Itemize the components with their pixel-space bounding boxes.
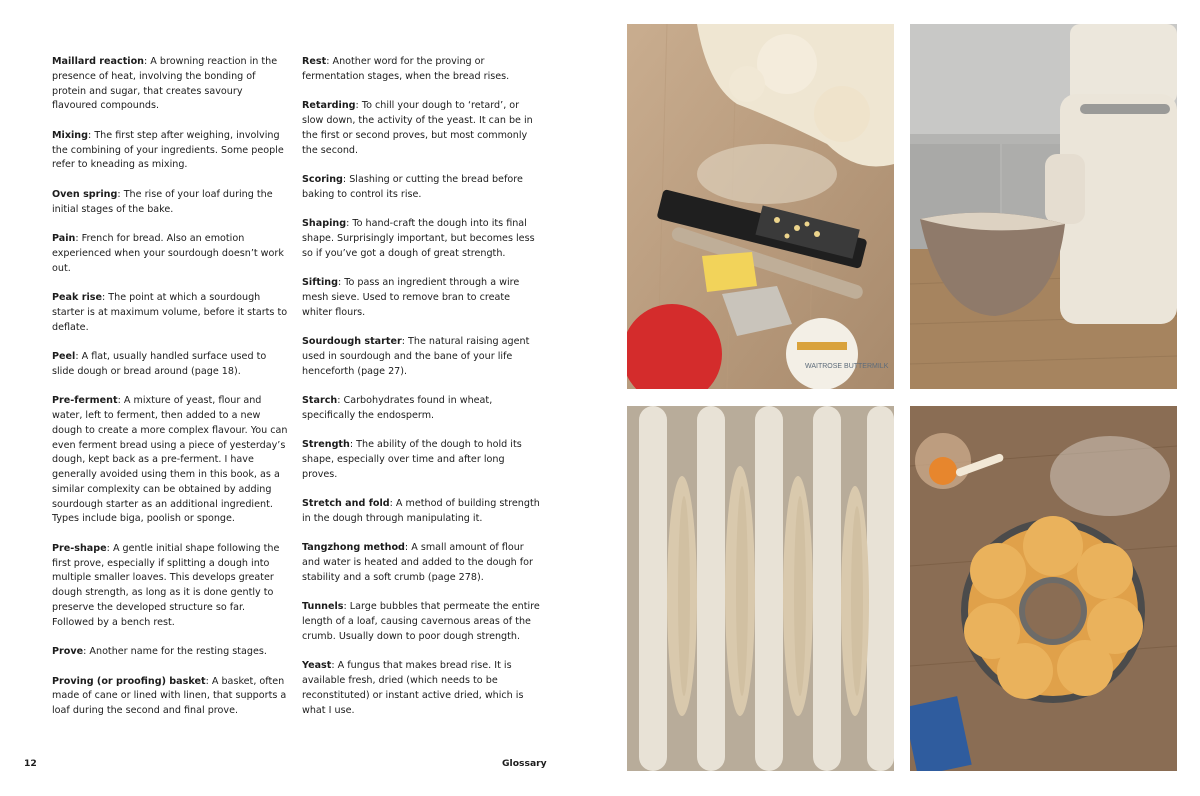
glossary-definition: To pass an ingredient through a wire mesh sieve. Used to remove bran to create whiter flours. xyxy=(302,277,520,318)
glossary-term: Strength xyxy=(302,439,350,451)
glossary-term: Scoring xyxy=(302,173,343,185)
glossary-entry: Stretch and fold: A method of building strength in the dough through manipulating it. xyxy=(302,498,540,525)
glossary-definition: Another word for the proving or fermentation stages, when the bread rises. xyxy=(302,56,510,82)
glossary-definition: Carbohydrates found in wheat, specifically the endosperm. xyxy=(302,395,493,421)
glossary-definition: The first step after weighing, involving the combining of your ingredients. Some people refer to kneading as mixing. xyxy=(52,129,284,171)
glossary-term: Pain xyxy=(52,232,76,244)
glossary-term: Tangzhong method xyxy=(302,542,405,554)
glossary-right-column xyxy=(302,55,542,733)
glossary-term: Pre-shape xyxy=(52,542,107,554)
glossary-entry: Mixing: The first step after weighing, involving the combining of your ingredients. Some people refer to kneading as mixing. xyxy=(52,129,284,171)
glossary-term: Prove xyxy=(52,646,84,658)
glossary-entry: Proving (or proofing) basket: A basket, often made of cane or lined with linen, that supports a loaf during the second and final prove. xyxy=(52,675,287,717)
glossary-entry: Peel: A flat, usually handled surface used to slide dough or bread around (page 18). xyxy=(52,350,267,377)
glossary-term: Starch xyxy=(302,395,338,407)
photo-braided-ring-loaf xyxy=(910,406,1177,771)
glossary-entry: Tangzhong method: A small amount of flour and water is heated and added to the dough for stability and a soft crumb (page 278). xyxy=(302,542,533,584)
glossary-entry: Strength: The ability of the dough to hold its shape, especially over time and after long proves. xyxy=(302,439,522,480)
glossary-definition: A small amount of flour and water is heated and added to the dough for stability and a soft crumb (page 278). xyxy=(302,542,533,584)
glossary-entry: Oven spring: The rise of your loaf during the initial stages of the bake. xyxy=(52,188,273,215)
page-number: 12 xyxy=(24,758,37,769)
glossary-term: Yeast xyxy=(302,660,332,672)
glossary-definition: To chill your dough to ‘retard’, or slow down, the activity of the yeast. It can be in the first or second proves, but most commonly the second. xyxy=(302,100,533,156)
glossary-term: Sourdough starter xyxy=(302,336,402,348)
glossary-entry: Starch: Carbohydrates found in wheat, specifically the endosperm. xyxy=(302,395,493,421)
glossary-definition: A gentle initial shape following the first prove, especially if splitting a dough into multiple smaller loaves. This develops greater dough strength, as long as it is done gently to preserve the developed structure so far. Followed by a bench rest. xyxy=(52,542,280,628)
glossary-term: Tunnels xyxy=(302,601,344,613)
photo-baguettes-couche xyxy=(627,406,894,771)
glossary-definition: Slashing or cutting the bread before baking to control its rise. xyxy=(302,173,523,200)
glossary-definition: A fungus that makes bread rise. It is available fresh, dried (which needs to be reconstituted) or instant active dried, which is what I use. xyxy=(302,660,524,716)
section-title: Glossary xyxy=(502,758,547,769)
glossary-entry: Prove: Another name for the resting stages. xyxy=(52,646,267,658)
glossary-entry: Yeast: A fungus that makes bread rise. It is available fresh, dried (which needs to be reconstituted) or instant active dried, which is what I use. xyxy=(302,660,524,716)
glossary-definition: French for bread. Also an emotion experienced when your sourdough doesn’t work out. xyxy=(52,232,284,274)
glossary-definition: A flat, usually handled surface used to slide dough or bread around (page 18). xyxy=(52,350,267,377)
glossary-definition: To hand-craft the dough into its final shape. Surprisingly important, but becomes less so if you’ve got a dough of great strength. xyxy=(302,218,535,259)
glossary-entry: Pain: French for bread. Also an emotion experienced when your sourdough doesn’t work out. xyxy=(52,232,284,274)
glossary-entry: Shaping: To hand-craft the dough into its final shape. Surprisingly important, but becomes less so if you’ve got a dough of great strength. xyxy=(302,218,535,259)
glossary-definition: The point at which a sourdough starter is at maximum volume, before it starts to deflate. xyxy=(52,291,288,333)
glossary-definition: The natural raising agent used in sourdough and the bane of your life henceforth (page 27). xyxy=(302,336,530,377)
glossary-entry: Rest: Another word for the proving or fermentation stages, when the bread rises. xyxy=(302,56,510,82)
glossary-term: Proving (or proofing) basket xyxy=(52,675,206,687)
glossary-term: Rest xyxy=(302,56,327,67)
glossary-definition: The ability of the dough to hold its shape, especially over time and after long proves. xyxy=(302,439,522,480)
glossary-term: Maillard reaction xyxy=(52,56,144,67)
glossary-definition: A browning reaction in the presence of heat, involving the bonding of protein and sugar, that creates savoury flavoured compounds. xyxy=(52,56,278,112)
glossary-definition: The rise of your loaf during the initial stages of the bake. xyxy=(52,188,273,215)
glossary-entry: Pre-shape: A gentle initial shape following the first prove, especially if splitting a dough into multiple smaller loaves. This develops greater dough strength, as long as it is done gently to preserve the developed structure so far. Followed by a bench rest. xyxy=(52,542,280,628)
photo-grain-mill-bowl xyxy=(910,24,1177,389)
glossary-term: Shaping xyxy=(302,218,347,230)
glossary-term: Peak rise xyxy=(52,291,102,303)
glossary-term: Peel xyxy=(52,350,76,362)
glossary-definition: Large bubbles that permeate the entire length of a loaf, causing cavernous areas of the crumb. Usually down to poor dough strength. xyxy=(302,601,540,643)
glossary-definition: A basket, often made of cane or lined with linen, that supports a loaf during the second and final prove. xyxy=(52,675,287,717)
glossary-term: Oven spring xyxy=(52,188,118,200)
glossary-entry: Peak rise: The point at which a sourdough starter is at maximum volume, before it starts to deflate. xyxy=(52,291,288,333)
glossary-entry: Sifting: To pass an ingredient through a wire mesh sieve. Used to remove bran to create whiter flours. xyxy=(302,277,520,318)
glossary-entry: Scoring: Slashing or cutting the bread before baking to control its rise. xyxy=(302,173,523,200)
glossary-entry: Sourdough starter: The natural raising agent used in sourdough and the bane of your life henceforth (page 27). xyxy=(302,336,530,377)
glossary-definition: A method of building strength in the dough through manipulating it. xyxy=(302,498,540,525)
glossary-definition: Another name for the resting stages. xyxy=(89,646,267,658)
glossary-entry: Maillard reaction: A browning reaction in the presence of heat, involving the bonding of protein and sugar, that creates savoury flavoured compounds. xyxy=(52,56,278,112)
glossary-term: Stretch and fold xyxy=(302,498,390,510)
glossary-entry: Pre-ferment: A mixture of yeast, flour and water, left to ferment, then added to a new dough to create a more complex flavour. You can even ferment bread using a piece of yesterday’s dough, kept back as a pre-ferment. I have generally avoided using them in this book, as a similar complexity can be obtained by adding sourdough starter as an additional ingredient. Types include biga, poolish or sponge. xyxy=(52,395,288,525)
glossary-term: Mixing xyxy=(52,129,89,141)
glossary-term: Sifting xyxy=(302,277,338,289)
glossary-term: Pre-ferment xyxy=(52,395,118,407)
glossary-entry: Tunnels: Large bubbles that permeate the entire length of a loaf, causing cavernous areas of the crumb. Usually down to poor dough strength. xyxy=(302,601,540,643)
glossary-entry: Retarding: To chill your dough to ‘retard’, or slow down, the activity of the yeast. It can be in the first or second proves, but most commonly the second. xyxy=(302,100,533,156)
glossary-term: Retarding xyxy=(302,100,356,112)
glossary-left-column xyxy=(52,55,290,734)
glossary-definition: A mixture of yeast, flour and water, left to ferment, then added to a new dough to create a more complex flavour. You can even ferment bread using a piece of yesterday’s dough, kept back as a pre-ferment. I have generally avoided using them in this book, as a similar complexity can be obtained by adding sourdough starter as an additional ingredient. Types include biga, poolish or sponge. xyxy=(52,395,288,525)
butter-wrapper-label: WAITROSE BUTTERMILK xyxy=(805,363,889,370)
photo-flour-grater-butter xyxy=(627,24,894,389)
